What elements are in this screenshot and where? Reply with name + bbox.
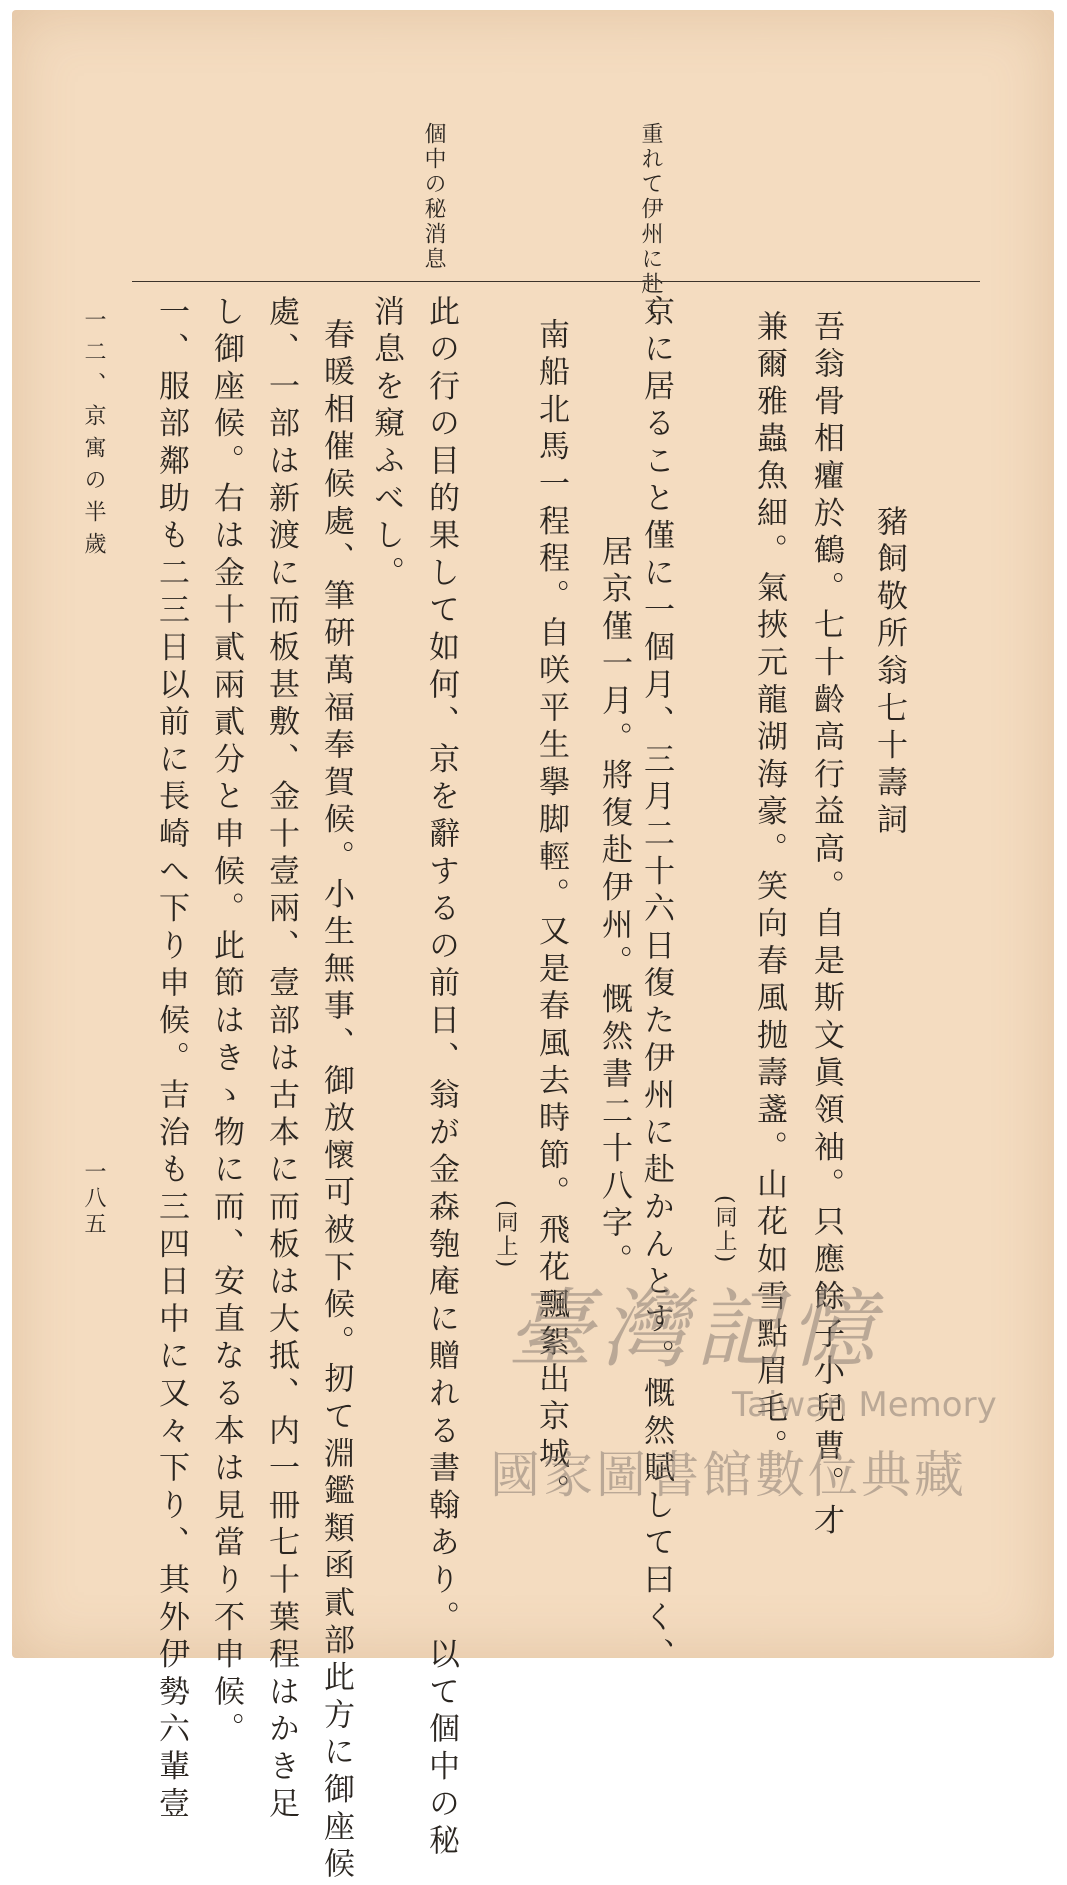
letter-line3: し御座候。右は金十貳兩貳分と申候。此節はきゝ物に而、安直なる本は見當り不申候。 xyxy=(208,295,244,1750)
book-page xyxy=(12,10,1054,1885)
header-rule xyxy=(132,281,980,282)
prose1: 京に居ること僅に一個月、三月二十六日復た伊州に赴かんとす。慨然賦して曰く、 xyxy=(638,295,674,1676)
prose2-line2: 消息を窺ふべし。 xyxy=(368,295,404,594)
poem2-heading: 居京僅一月。將復赴伊州。慨然書二十八字。 xyxy=(596,535,632,1281)
poem2-line: 南船北馬一程程。自咲平生擧脚輕。又是春風去時節。飛花飄絮出京城。 xyxy=(533,318,569,1512)
footer-page-number: 一八五 xyxy=(81,1160,106,1238)
letter-line2: 處、一部は新渡に而板甚敷、金十壹兩、壹部は古本に而板は大抵、内一冊七十葉程はかき足 xyxy=(263,295,299,1825)
headnote-right: 重れて伊州に赴く xyxy=(638,122,663,322)
letter-line4: 一、服部鄰助も二三日以前に長崎へ下り申候。吉治も三四日中に又々下り、其外伊勢六輩壹 xyxy=(153,295,189,1825)
poem1-line1: 吾翁骨相癯於鶴。七十齡高行益高。自是斯文眞領袖。只應餘子小兒曹。才 xyxy=(808,310,844,1541)
watermark-logo: 臺灣記憶 xyxy=(507,1280,883,1380)
poem1-line2: 兼爾雅蟲魚細。氣挾元龍湖海豪。笑向春風抛壽盞。山花如雪點眉毛。 xyxy=(751,310,787,1467)
poem2-source: (同上) xyxy=(493,1200,518,1270)
footer-chapter: 一二、京寓の半歲 xyxy=(81,308,106,564)
letter-line1: 春暖相催候處、筆硏萬福奉賀候。小生無事、御放懷可被下候。扨て淵鑑類函貳部此方に御座候 xyxy=(318,318,354,1885)
watermark-english: Taiwan Memory xyxy=(732,1385,997,1425)
watermark-library: 國家圖書館數位典藏 xyxy=(490,1446,967,1504)
headnote-left: 個中の秘消息 xyxy=(421,122,446,272)
poem-title: 豬飼敬所翁七十壽詞 xyxy=(871,505,907,841)
prose2-line1: 此の行の目的果して如何、京を辭するの前日、翁が金森匏庵に贈れる書翰あり。以て個中の秘 xyxy=(423,295,459,1862)
poem1-source: (同上) xyxy=(712,1195,737,1265)
